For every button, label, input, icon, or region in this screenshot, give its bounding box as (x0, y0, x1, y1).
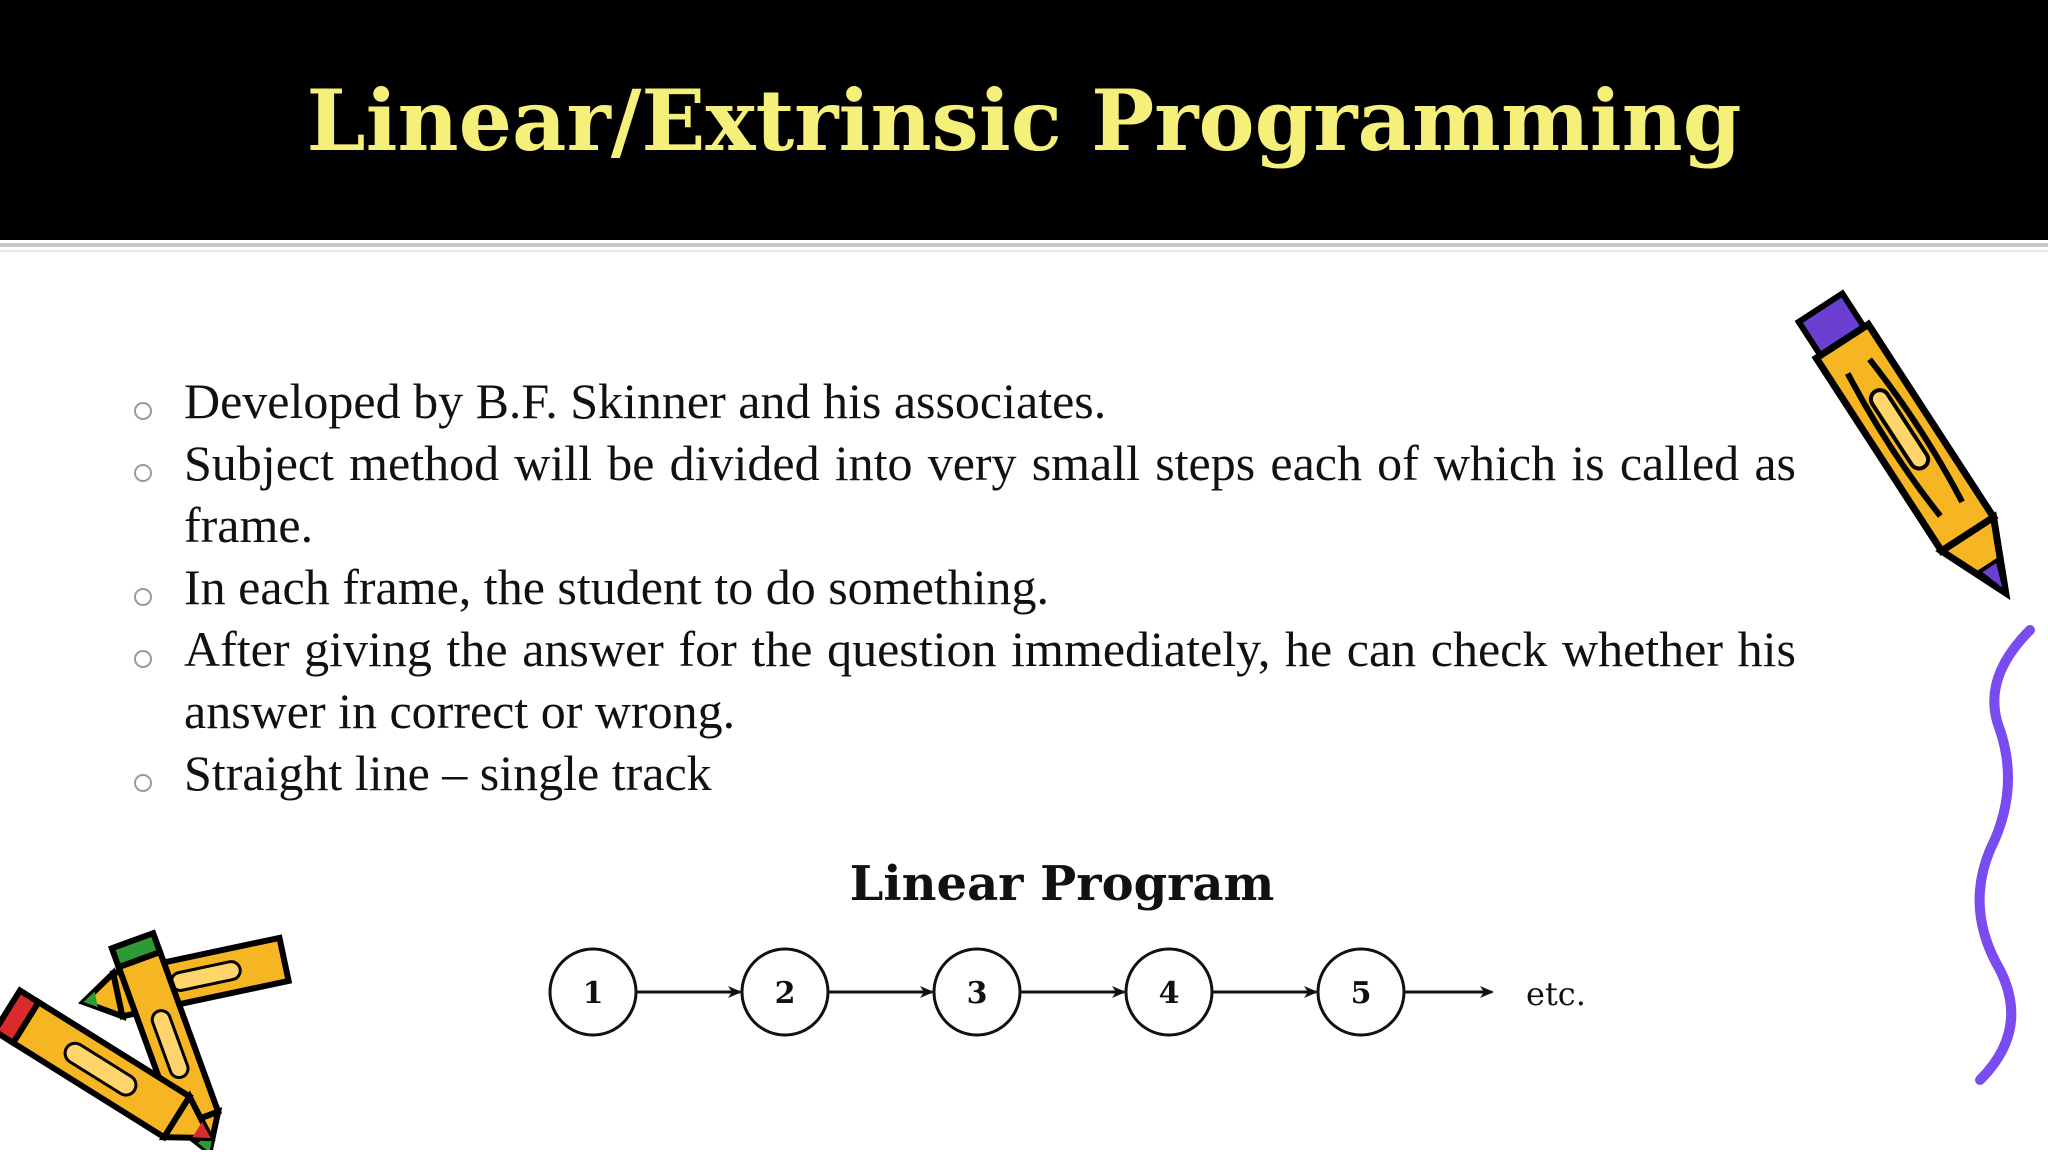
diagram-end-label: etc. (1526, 975, 1586, 1013)
diagram-title: Linear Program (849, 856, 1275, 912)
pencil-icon (1795, 270, 2035, 640)
diagram-steps (550, 949, 1492, 1035)
bullet-text: After giving the answer for the question immediately, he can check whether his answer in correct or wrong. (184, 621, 1796, 739)
bullet-text: Subject method will be divided into very small steps each of which is called as frame. (184, 435, 1796, 553)
step-label: 3 (966, 976, 988, 1011)
bullet-text: In each frame, the student to do something. (184, 559, 1050, 615)
step-label: 4 (1158, 976, 1180, 1011)
crossed-pencils-icon (0, 920, 320, 1150)
squiggle-line-icon (1960, 620, 2040, 1090)
step-label: 1 (582, 976, 604, 1011)
bullet-text: Developed by B.F. Skinner and his associates. (184, 373, 1107, 429)
step-label: 2 (774, 976, 796, 1011)
slide-title: Linear/Extrinsic Programming (306, 70, 1742, 170)
bullet-text: Straight line – single track (184, 745, 712, 801)
step-label: 5 (1350, 976, 1372, 1011)
